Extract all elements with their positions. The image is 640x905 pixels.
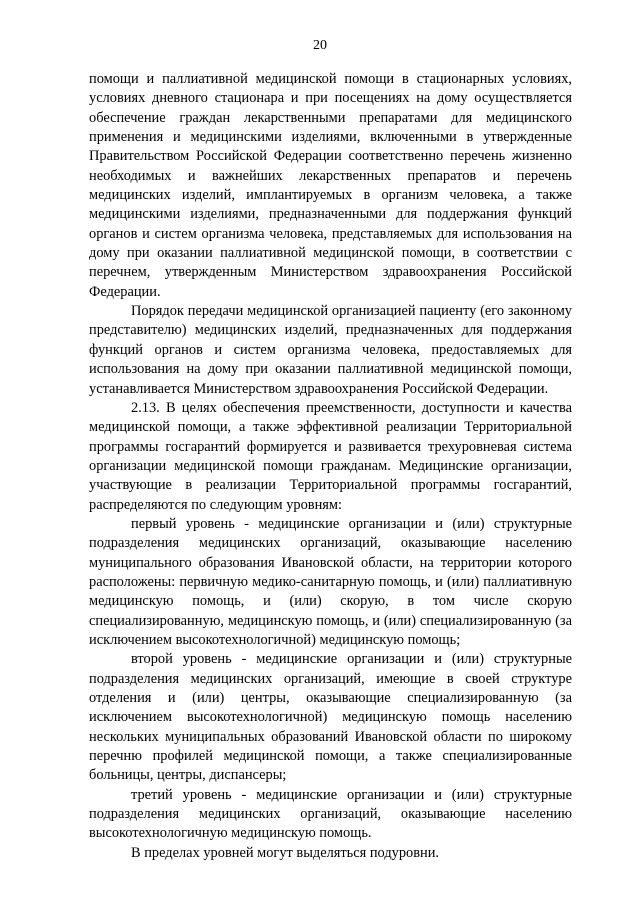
paragraph-level-one: первый уровень - медицинские организации и (или) структурные подразделения медицинских организаций, оказывающие населению муниципального образования Ивановской области, на территории которого расположены: первичную медико-санитарную помощь, и (или) паллиативную медицинскую помощь, и (или) скорую, в том числе скорую специализированную, медицинскую помощь, и (или) специализированную (за исключением высокотехнологичной) медицинскую помощь; xyxy=(89,515,572,648)
paragraph-continuation: помощи и паллиативной медицинской помощи в стационарных условиях, условиях дневного стационара и при посещениях на дому осуществляется обеспечение граждан лекарственными препаратами для медицинского применения и медицинскими изделиями, включенными в утвержденные Правительством Российской Федерации соответственно перечень жизненно необходимых и важнейших лекарственных препаратов и перечень медицинских изделий, имплантируемых в организм человека, а также медицинскими изделиями, предназначенными для поддержания функций органов и систем организма человека, представляемых для использования на дому при оказании паллиативной медицинской помощи, в соответствии с перечнем, утвержденным Министерством здравоохранения Российской Федерации. xyxy=(89,71,572,300)
paragraph-level-two: второй уровень - медицинские организации и (или) структурные подразделения медицинских организаций, имеющие в своей структуре отделения и (или) центры, оказывающие специализированную (за исключением высокотехнологичной) медицинскую помощь населению нескольких муниципальных образований Ивановской области по широкому перечню профилей медицинской помощи, а также специализированные больницы, центры, диспансеры; xyxy=(89,651,572,784)
paragraph-sublevels: В пределах уровней могут выделяться подуровни. xyxy=(131,844,440,861)
paragraph-level-three: третий уровень - медицинские организации и (или) структурные подразделения медицинских организаций, оказывающие населению высокотехнологичную медицинскую помощь. xyxy=(89,786,572,842)
page-number: 20 xyxy=(313,38,327,53)
document-body xyxy=(89,70,572,863)
paragraph-transfer-procedure: Порядок передачи медицинской организацией пациенту (его законному представителю) медицинских изделий, предназначенных для поддержания функций органов и систем организма человека, предоставляемых для использования на дому при оказании паллиативной медицинской помощи, устанавливается Министерством здравоохранения Российской Федерации. xyxy=(89,303,572,397)
paragraph-section-2-13: 2.13. В целях обеспечения преемственности, доступности и качества медицинской помощи, а также эффективной реализации Территориальной программы госгарантий формируется и развивается трехуровневая система организации медицинской помощи гражданам. Медицинские организации, участвующие в реализации Территориальной программы госгарантий, распределяются по следующим уровням: xyxy=(89,399,572,513)
